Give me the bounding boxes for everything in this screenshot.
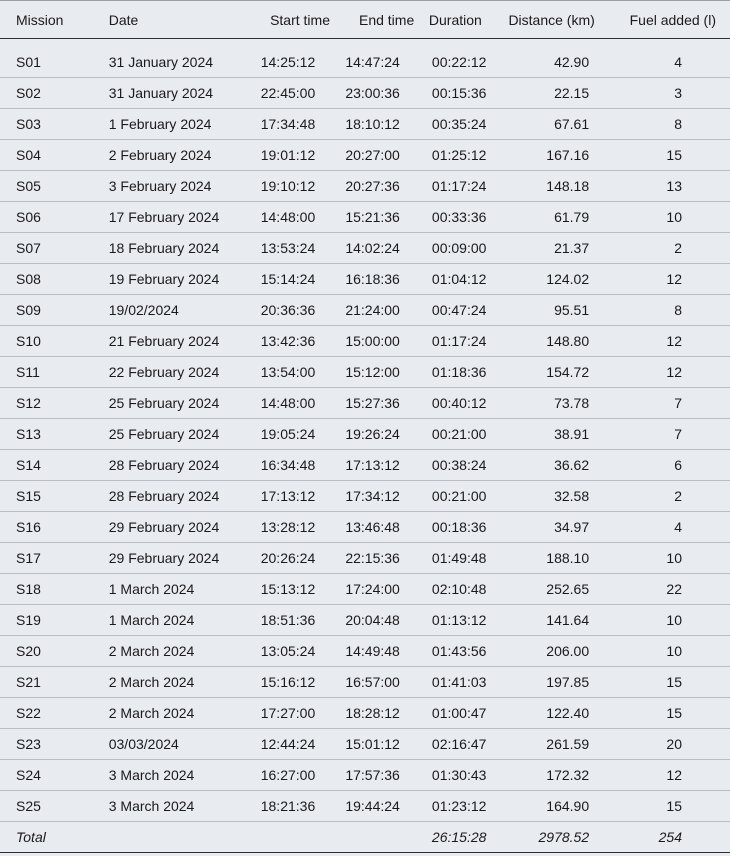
cell-start-time: 13:28:12: [256, 512, 345, 543]
cell-duration: 00:33:36: [429, 202, 509, 233]
cell-fuel-added: 12: [609, 264, 730, 295]
cell-start-time: 19:10:12: [256, 171, 345, 202]
cell-date: 29 February 2024: [109, 512, 256, 543]
cell-date: 03/03/2024: [109, 729, 256, 760]
cell-start-time: 18:21:36: [256, 791, 345, 822]
cell-mission: S10: [0, 326, 109, 357]
cell-date: 1 March 2024: [109, 574, 256, 605]
cell-distance: 32.58: [508, 481, 609, 512]
cell-start-time: 20:26:24: [256, 543, 345, 574]
cell-duration: 00:47:24: [429, 295, 509, 326]
cell-end-time: 15:21:36: [344, 202, 429, 233]
cell-mission: S01: [0, 39, 109, 78]
cell-distance: 172.32: [508, 760, 609, 791]
cell-mission: S20: [0, 636, 109, 667]
header-date: Date: [109, 1, 256, 39]
cell-date: 2 March 2024: [109, 667, 256, 698]
cell-end-time: 18:10:12: [344, 109, 429, 140]
cell-end-time: 13:46:48: [344, 512, 429, 543]
cell-fuel-added: 2: [609, 481, 730, 512]
cell-fuel-added: 10: [609, 543, 730, 574]
cell-fuel-added: 7: [609, 419, 730, 450]
cell-start-time: 15:14:24: [256, 264, 345, 295]
cell-distance: 22.15: [508, 78, 609, 109]
cell-duration: 01:04:12: [429, 264, 509, 295]
cell-start-time: 14:25:12: [256, 39, 345, 78]
cell-end-time: 15:27:36: [344, 388, 429, 419]
cell-end-time: 21:24:00: [344, 295, 429, 326]
cell-duration: 01:13:12: [429, 605, 509, 636]
total-duration: 26:15:28: [429, 822, 509, 853]
table-row: [0, 39, 730, 78]
cell-distance: 197.85: [508, 667, 609, 698]
cell-duration: 00:09:00: [429, 233, 509, 264]
cell-duration: 00:21:00: [429, 419, 509, 450]
cell-end-time: 20:27:36: [344, 171, 429, 202]
cell-date: 1 March 2024: [109, 605, 256, 636]
cell-fuel-added: 15: [609, 140, 730, 171]
cell-fuel-added: 7: [609, 388, 730, 419]
cell-mission: S09: [0, 295, 109, 326]
table-row: [0, 202, 730, 233]
cell-mission: S16: [0, 512, 109, 543]
cell-end-time: 14:02:24: [344, 233, 429, 264]
table-row: [0, 543, 730, 574]
header-distance: Distance (km): [508, 1, 609, 39]
total-date-empty: [109, 822, 256, 853]
header-mission: Mission: [0, 1, 109, 39]
table-row: [0, 760, 730, 791]
cell-duration: 01:00:47: [429, 698, 509, 729]
cell-date: 25 February 2024: [109, 419, 256, 450]
cell-end-time: 19:44:24: [344, 791, 429, 822]
cell-date: 25 February 2024: [109, 388, 256, 419]
cell-distance: 95.51: [508, 295, 609, 326]
cell-fuel-added: 10: [609, 636, 730, 667]
cell-date: 3 February 2024: [109, 171, 256, 202]
cell-end-time: 15:01:12: [344, 729, 429, 760]
cell-duration: 00:35:24: [429, 109, 509, 140]
cell-start-time: 13:54:00: [256, 357, 345, 388]
cell-start-time: 22:45:00: [256, 78, 345, 109]
cell-end-time: 17:57:36: [344, 760, 429, 791]
cell-distance: 36.62: [508, 450, 609, 481]
cell-mission: S17: [0, 543, 109, 574]
cell-distance: 34.97: [508, 512, 609, 543]
cell-end-time: 14:47:24: [344, 39, 429, 78]
cell-start-time: 19:05:24: [256, 419, 345, 450]
table-row: [0, 512, 730, 543]
cell-fuel-added: 8: [609, 295, 730, 326]
cell-distance: 252.65: [508, 574, 609, 605]
table-row: [0, 605, 730, 636]
cell-distance: 148.18: [508, 171, 609, 202]
cell-mission: S21: [0, 667, 109, 698]
cell-fuel-added: 22: [609, 574, 730, 605]
cell-duration: 01:23:12: [429, 791, 509, 822]
cell-date: 21 February 2024: [109, 326, 256, 357]
total-label: Total: [0, 822, 109, 853]
table-row: [0, 419, 730, 450]
cell-duration: 00:40:12: [429, 388, 509, 419]
cell-start-time: 13:42:36: [256, 326, 345, 357]
cell-end-time: 17:13:12: [344, 450, 429, 481]
cell-mission: S07: [0, 233, 109, 264]
header-duration: Duration: [429, 1, 509, 39]
cell-distance: 67.61: [508, 109, 609, 140]
cell-fuel-added: 2: [609, 233, 730, 264]
table-row: [0, 636, 730, 667]
cell-date: 2 March 2024: [109, 698, 256, 729]
cell-start-time: 14:48:00: [256, 388, 345, 419]
cell-end-time: 23:00:36: [344, 78, 429, 109]
header-start-time: Start time: [256, 1, 345, 39]
cell-fuel-added: 12: [609, 760, 730, 791]
cell-date: 29 February 2024: [109, 543, 256, 574]
cell-fuel-added: 15: [609, 791, 730, 822]
cell-start-time: 15:13:12: [256, 574, 345, 605]
cell-mission: S12: [0, 388, 109, 419]
table-row: [0, 574, 730, 605]
table-row: [0, 481, 730, 512]
cell-distance: 167.16: [508, 140, 609, 171]
cell-distance: 188.10: [508, 543, 609, 574]
cell-distance: 261.59: [508, 729, 609, 760]
cell-duration: 02:16:47: [429, 729, 509, 760]
cell-fuel-added: 12: [609, 326, 730, 357]
cell-distance: 38.91: [508, 419, 609, 450]
header-end-time: End time: [344, 1, 429, 39]
cell-date: 22 February 2024: [109, 357, 256, 388]
cell-fuel-added: 4: [609, 512, 730, 543]
cell-end-time: 18:28:12: [344, 698, 429, 729]
cell-distance: 21.37: [508, 233, 609, 264]
cell-duration: 01:25:12: [429, 140, 509, 171]
cell-date: 2 February 2024: [109, 140, 256, 171]
table-header: [0, 1, 730, 39]
cell-date: 19/02/2024: [109, 295, 256, 326]
cell-end-time: 16:57:00: [344, 667, 429, 698]
cell-fuel-added: 13: [609, 171, 730, 202]
total-distance: 2978.52: [508, 822, 609, 853]
cell-mission: S15: [0, 481, 109, 512]
table-row: [0, 729, 730, 760]
cell-start-time: 20:36:36: [256, 295, 345, 326]
cell-distance: 61.79: [508, 202, 609, 233]
table-row: [0, 698, 730, 729]
cell-fuel-added: 20: [609, 729, 730, 760]
cell-date: 1 February 2024: [109, 109, 256, 140]
cell-duration: 00:38:24: [429, 450, 509, 481]
total-start-empty: [256, 822, 345, 853]
table-row: [0, 109, 730, 140]
table-row: [0, 264, 730, 295]
cell-duration: 01:30:43: [429, 760, 509, 791]
cell-date: 28 February 2024: [109, 450, 256, 481]
cell-fuel-added: 3: [609, 78, 730, 109]
table-row: [0, 295, 730, 326]
cell-fuel-added: 12: [609, 357, 730, 388]
cell-duration: 01:17:24: [429, 171, 509, 202]
cell-mission: S05: [0, 171, 109, 202]
cell-end-time: 20:27:00: [344, 140, 429, 171]
cell-end-time: 17:24:00: [344, 574, 429, 605]
cell-mission: S22: [0, 698, 109, 729]
cell-distance: 124.02: [508, 264, 609, 295]
cell-duration: 01:43:56: [429, 636, 509, 667]
cell-start-time: 14:48:00: [256, 202, 345, 233]
cell-date: 18 February 2024: [109, 233, 256, 264]
cell-mission: S13: [0, 419, 109, 450]
cell-start-time: 18:51:36: [256, 605, 345, 636]
cell-fuel-added: 4: [609, 39, 730, 78]
cell-start-time: 13:53:24: [256, 233, 345, 264]
cell-distance: 141.64: [508, 605, 609, 636]
cell-start-time: 16:27:00: [256, 760, 345, 791]
cell-fuel-added: 15: [609, 698, 730, 729]
cell-start-time: 19:01:12: [256, 140, 345, 171]
cell-end-time: 19:26:24: [344, 419, 429, 450]
cell-mission: S14: [0, 450, 109, 481]
cell-start-time: 17:13:12: [256, 481, 345, 512]
cell-end-time: 15:12:00: [344, 357, 429, 388]
total-end-empty: [344, 822, 429, 853]
cell-start-time: 17:34:48: [256, 109, 345, 140]
cell-mission: S03: [0, 109, 109, 140]
cell-date: 17 February 2024: [109, 202, 256, 233]
cell-duration: 01:49:48: [429, 543, 509, 574]
cell-end-time: 22:15:36: [344, 543, 429, 574]
cell-mission: S02: [0, 78, 109, 109]
cell-distance: 154.72: [508, 357, 609, 388]
cell-mission: S11: [0, 357, 109, 388]
cell-distance: 148.80: [508, 326, 609, 357]
table-row: [0, 388, 730, 419]
table-body: [0, 39, 730, 822]
cell-start-time: 12:44:24: [256, 729, 345, 760]
table-row: [0, 667, 730, 698]
cell-end-time: 17:34:12: [344, 481, 429, 512]
cell-duration: 01:41:03: [429, 667, 509, 698]
cell-start-time: 16:34:48: [256, 450, 345, 481]
table-row: [0, 171, 730, 202]
cell-distance: 206.00: [508, 636, 609, 667]
cell-duration: 00:22:12: [429, 39, 509, 78]
cell-fuel-added: 8: [609, 109, 730, 140]
cell-end-time: 15:00:00: [344, 326, 429, 357]
table-footer: [0, 822, 730, 853]
header-row: [0, 1, 730, 39]
cell-duration: 00:21:00: [429, 481, 509, 512]
cell-date: 2 March 2024: [109, 636, 256, 667]
table-row: [0, 357, 730, 388]
cell-distance: 73.78: [508, 388, 609, 419]
cell-date: 3 March 2024: [109, 760, 256, 791]
cell-mission: S04: [0, 140, 109, 171]
cell-distance: 42.90: [508, 39, 609, 78]
cell-fuel-added: 6: [609, 450, 730, 481]
table-row: [0, 78, 730, 109]
cell-duration: 02:10:48: [429, 574, 509, 605]
cell-duration: 01:18:36: [429, 357, 509, 388]
cell-fuel-added: 10: [609, 202, 730, 233]
cell-duration: 01:17:24: [429, 326, 509, 357]
cell-start-time: 13:05:24: [256, 636, 345, 667]
total-fuel: 254: [609, 822, 730, 853]
table-row: [0, 791, 730, 822]
cell-mission: S23: [0, 729, 109, 760]
cell-date: 31 January 2024: [109, 39, 256, 78]
header-fuel-added: Fuel added (l): [609, 1, 730, 39]
cell-date: 19 February 2024: [109, 264, 256, 295]
table-row: [0, 140, 730, 171]
cell-distance: 122.40: [508, 698, 609, 729]
cell-fuel-added: 10: [609, 605, 730, 636]
cell-fuel-added: 15: [609, 667, 730, 698]
cell-end-time: 20:04:48: [344, 605, 429, 636]
cell-mission: S18: [0, 574, 109, 605]
cell-end-time: 14:49:48: [344, 636, 429, 667]
cell-mission: S08: [0, 264, 109, 295]
total-row: [0, 822, 730, 853]
cell-distance: 164.90: [508, 791, 609, 822]
cell-mission: S06: [0, 202, 109, 233]
cell-start-time: 15:16:12: [256, 667, 345, 698]
cell-duration: 00:15:36: [429, 78, 509, 109]
cell-date: 31 January 2024: [109, 78, 256, 109]
table-row: [0, 450, 730, 481]
cell-date: 3 March 2024: [109, 791, 256, 822]
table-row: [0, 326, 730, 357]
cell-date: 28 February 2024: [109, 481, 256, 512]
cell-end-time: 16:18:36: [344, 264, 429, 295]
cell-mission: S24: [0, 760, 109, 791]
cell-duration: 00:18:36: [429, 512, 509, 543]
cell-mission: S25: [0, 791, 109, 822]
table-row: [0, 233, 730, 264]
cell-start-time: 17:27:00: [256, 698, 345, 729]
cell-mission: S19: [0, 605, 109, 636]
